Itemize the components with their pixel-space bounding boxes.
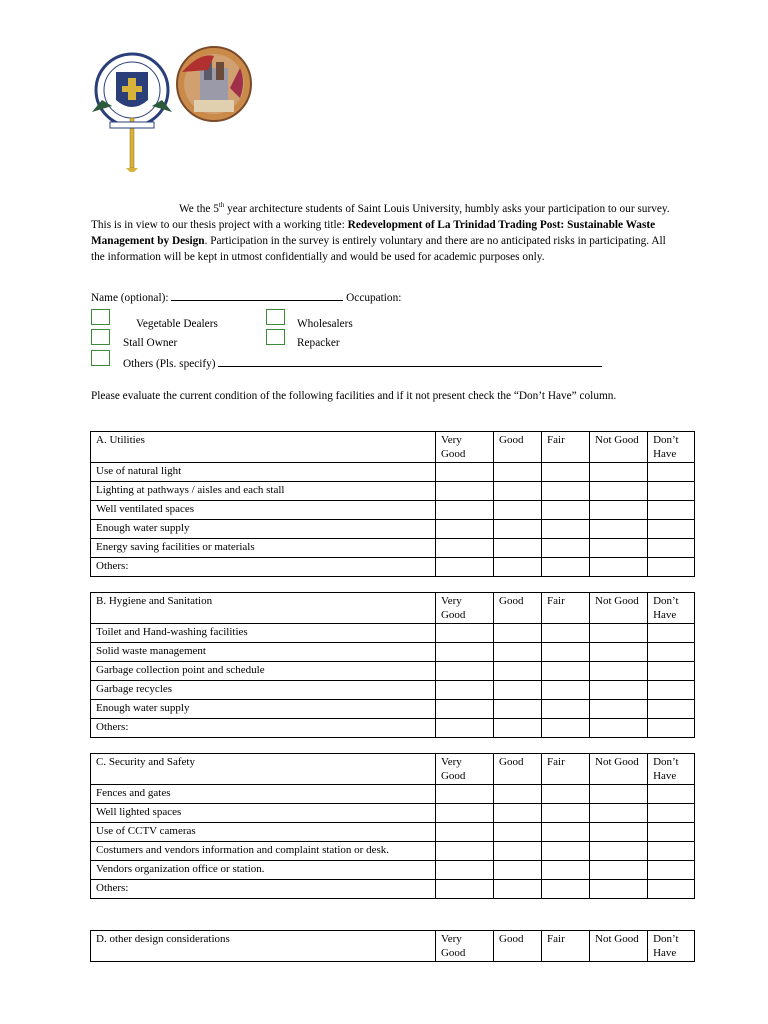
column-header: Good: [494, 432, 542, 463]
rating-cell[interactable]: [590, 842, 648, 861]
table-row: [91, 520, 695, 539]
row-label: Others:: [91, 558, 436, 577]
option-others: Others (Pls. specify): [123, 356, 602, 370]
rating-cell[interactable]: [590, 861, 648, 880]
column-header: Don’t Have: [648, 432, 695, 463]
rating-cell[interactable]: [542, 842, 590, 861]
column-header: Fair: [542, 931, 590, 962]
rating-cell[interactable]: [648, 861, 695, 880]
rating-cell[interactable]: [542, 482, 590, 501]
row-label: Others:: [91, 719, 436, 738]
section-title: B. Hygiene and Sanitation: [91, 593, 436, 624]
rating-cell[interactable]: [590, 662, 648, 681]
rating-cell[interactable]: [590, 700, 648, 719]
name-field[interactable]: [171, 290, 343, 301]
rating-cell[interactable]: [494, 681, 542, 700]
rating-cell[interactable]: [494, 482, 542, 501]
rating-cell[interactable]: [648, 662, 695, 681]
rating-cell[interactable]: [435, 681, 493, 700]
university-seal-icon: [90, 42, 260, 172]
rating-cell[interactable]: [590, 558, 648, 577]
rating-cell[interactable]: [542, 558, 590, 577]
rating-cell[interactable]: [542, 681, 590, 700]
rating-cell[interactable]: [494, 662, 542, 681]
rating-cell[interactable]: [542, 643, 590, 662]
rating-cell[interactable]: [435, 842, 493, 861]
option-stall-owner: Stall Owner: [123, 337, 178, 349]
evaluation-instruction: Please evaluate the current condition of the following facilities and if it not present check the “Don’t Have” column.: [91, 390, 617, 402]
checkbox-repacker[interactable]: [266, 329, 285, 345]
rating-cell[interactable]: [590, 880, 648, 899]
rating-cell[interactable]: [494, 520, 542, 539]
column-header: Fair: [542, 432, 590, 463]
column-header: Not Good: [590, 931, 648, 962]
column-header: Not Good: [590, 593, 648, 624]
rating-cell[interactable]: [542, 823, 590, 842]
table-row: [91, 785, 695, 804]
table-row: [91, 861, 695, 880]
rating-cell[interactable]: [435, 700, 493, 719]
table-header-row: [91, 754, 695, 785]
row-label: Costumers and vendors information and complaint station or desk.: [91, 842, 436, 861]
checkbox-stall-owner[interactable]: [91, 329, 110, 345]
row-label: Others:: [91, 880, 436, 899]
rating-cell[interactable]: [590, 643, 648, 662]
table-row: [91, 880, 695, 899]
rating-cell[interactable]: [590, 520, 648, 539]
column-header: Good: [494, 931, 542, 962]
rating-cell[interactable]: [648, 643, 695, 662]
column-header: Very Good: [435, 593, 493, 624]
rating-cell[interactable]: [590, 719, 648, 738]
option-wholesalers: Wholesalers: [297, 318, 353, 330]
column-header: Fair: [542, 593, 590, 624]
rating-cell[interactable]: [494, 823, 542, 842]
section-title: C. Security and Safety: [91, 754, 436, 785]
rating-cell[interactable]: [494, 700, 542, 719]
rating-cell[interactable]: [648, 482, 695, 501]
rating-cell[interactable]: [435, 823, 493, 842]
rating-cell[interactable]: [648, 785, 695, 804]
rating-cell[interactable]: [494, 463, 542, 482]
rating-cell[interactable]: [435, 662, 493, 681]
rating-cell[interactable]: [435, 482, 493, 501]
table-row: [91, 681, 695, 700]
row-label: Fences and gates: [91, 785, 436, 804]
rating-cell[interactable]: [648, 501, 695, 520]
table-header-row: [91, 593, 695, 624]
rating-cell[interactable]: [648, 880, 695, 899]
rating-cell[interactable]: [590, 539, 648, 558]
column-header: Very Good: [435, 931, 493, 962]
rating-cell[interactable]: [590, 804, 648, 823]
rating-cell[interactable]: [648, 624, 695, 643]
rating-cell[interactable]: [590, 624, 648, 643]
rating-cell[interactable]: [648, 539, 695, 558]
rating-cell[interactable]: [435, 501, 493, 520]
rating-cell[interactable]: [590, 823, 648, 842]
section-title: D. other design considerations: [91, 931, 436, 962]
rating-cell[interactable]: [494, 539, 542, 558]
column-header: Don’t Have: [648, 931, 695, 962]
table-header-row: [91, 432, 695, 463]
column-header: Not Good: [590, 754, 648, 785]
rating-cell[interactable]: [648, 700, 695, 719]
rating-cell[interactable]: [648, 804, 695, 823]
row-label: Use of natural light: [91, 463, 436, 482]
checkbox-others[interactable]: [91, 350, 110, 366]
rating-cell[interactable]: [648, 558, 695, 577]
thesis-title: Redevelopment of La Trinidad Trading Post: Sustainable Waste Management by Design: [91, 218, 656, 247]
row-label: Use of CCTV cameras: [91, 823, 436, 842]
rating-cell[interactable]: [542, 700, 590, 719]
rating-cell[interactable]: [435, 624, 493, 643]
row-label: Well lighted spaces: [91, 804, 436, 823]
intro-paragraph: We the 5th year architecture students of Saint Louis University, humbly asks your participation to our survey. This is in view to our thesis project with a working title: Redevelopment of La Trinidad Trading Post: Sustainable Waste Management by Design. Participation in the survey is entirely voluntary and there are no anticipated risks in participating. All the information will be kept in utmost confidentially and would be used for academic purposes only.: [91, 201, 670, 263]
rating-cell[interactable]: [494, 804, 542, 823]
rating-cell[interactable]: [542, 624, 590, 643]
rating-cell[interactable]: [590, 681, 648, 700]
rating-cell[interactable]: [542, 662, 590, 681]
row-label: Enough water supply: [91, 520, 436, 539]
rating-cell[interactable]: [542, 463, 590, 482]
rating-cell[interactable]: [648, 520, 695, 539]
rating-cell[interactable]: [435, 880, 493, 899]
row-label: Toilet and Hand-washing facilities: [91, 624, 436, 643]
table-row: [91, 501, 695, 520]
rating-cell[interactable]: [590, 785, 648, 804]
rating-cell[interactable]: [435, 804, 493, 823]
table-row: [91, 719, 695, 738]
row-label: Energy saving facilities or materials: [91, 539, 436, 558]
table-row: [91, 700, 695, 719]
rating-cell[interactable]: [494, 785, 542, 804]
rating-cell[interactable]: [542, 539, 590, 558]
rating-cell[interactable]: [435, 719, 493, 738]
table-row: [91, 482, 695, 501]
rating-cell[interactable]: [648, 842, 695, 861]
rating-cell[interactable]: [435, 643, 493, 662]
rating-cell[interactable]: [494, 501, 542, 520]
table-hygiene-sanitation: [90, 592, 695, 738]
rating-cell[interactable]: [435, 520, 493, 539]
table-security-safety: [90, 753, 695, 899]
row-label: Garbage recycles: [91, 681, 436, 700]
rating-cell[interactable]: [494, 842, 542, 861]
rating-cell[interactable]: [542, 880, 590, 899]
column-header: Very Good: [435, 754, 493, 785]
table-row: [91, 558, 695, 577]
others-specify-field[interactable]: [218, 356, 602, 367]
rating-cell[interactable]: [648, 823, 695, 842]
table-row: [91, 842, 695, 861]
checkbox-vegetable-dealers[interactable]: [91, 309, 110, 325]
rating-cell[interactable]: [590, 482, 648, 501]
table-utilities: [90, 431, 695, 577]
row-label: Vendors organization office or station.: [91, 861, 436, 880]
table-row: [91, 624, 695, 643]
column-header: Don’t Have: [648, 754, 695, 785]
row-label: Well ventilated spaces: [91, 501, 436, 520]
table-header-row: [91, 931, 695, 962]
name-label: Name (optional):: [91, 292, 169, 304]
rating-cell[interactable]: [494, 719, 542, 738]
table-row: [91, 662, 695, 681]
option-vegetable-dealers: Vegetable Dealers: [136, 318, 218, 330]
row-label: Lighting at pathways / aisles and each stall: [91, 482, 436, 501]
rating-cell[interactable]: [435, 785, 493, 804]
table-row: [91, 643, 695, 662]
rating-cell[interactable]: [590, 463, 648, 482]
column-header: Good: [494, 754, 542, 785]
rating-cell[interactable]: [542, 861, 590, 880]
section-title: A. Utilities: [91, 432, 436, 463]
table-row: [91, 463, 695, 482]
rating-cell[interactable]: [542, 804, 590, 823]
name-occupation-line: [91, 290, 401, 304]
option-repacker: Repacker: [297, 337, 340, 349]
rating-cell[interactable]: [494, 558, 542, 577]
rating-cell[interactable]: [494, 880, 542, 899]
occupation-label: Occupation:: [346, 292, 402, 304]
row-label: Solid waste management: [91, 643, 436, 662]
table-row: [91, 804, 695, 823]
architecture-seal-icon: [177, 47, 251, 121]
rating-cell[interactable]: [648, 719, 695, 738]
rating-cell[interactable]: [542, 520, 590, 539]
rating-cell[interactable]: [435, 463, 493, 482]
column-header: Good: [494, 593, 542, 624]
rating-cell[interactable]: [494, 861, 542, 880]
rating-cell[interactable]: [590, 501, 648, 520]
rating-cell[interactable]: [494, 624, 542, 643]
table-row: [91, 539, 695, 558]
rating-cell[interactable]: [435, 539, 493, 558]
rating-cell[interactable]: [435, 558, 493, 577]
table-row: [91, 823, 695, 842]
column-header: Not Good: [590, 432, 648, 463]
rating-cell[interactable]: [542, 785, 590, 804]
checkbox-wholesalers[interactable]: [266, 309, 285, 325]
column-header: Fair: [542, 754, 590, 785]
rating-cell[interactable]: [648, 681, 695, 700]
row-label: Enough water supply: [91, 700, 436, 719]
column-header: Very Good: [435, 432, 493, 463]
rating-cell[interactable]: [542, 719, 590, 738]
rating-cell[interactable]: [648, 463, 695, 482]
rating-cell[interactable]: [435, 861, 493, 880]
column-header: Don’t Have: [648, 593, 695, 624]
row-label: Garbage collection point and schedule: [91, 662, 436, 681]
rating-cell[interactable]: [494, 643, 542, 662]
logos: [90, 42, 260, 172]
table-other-design: [90, 930, 695, 962]
rating-cell[interactable]: [542, 501, 590, 520]
